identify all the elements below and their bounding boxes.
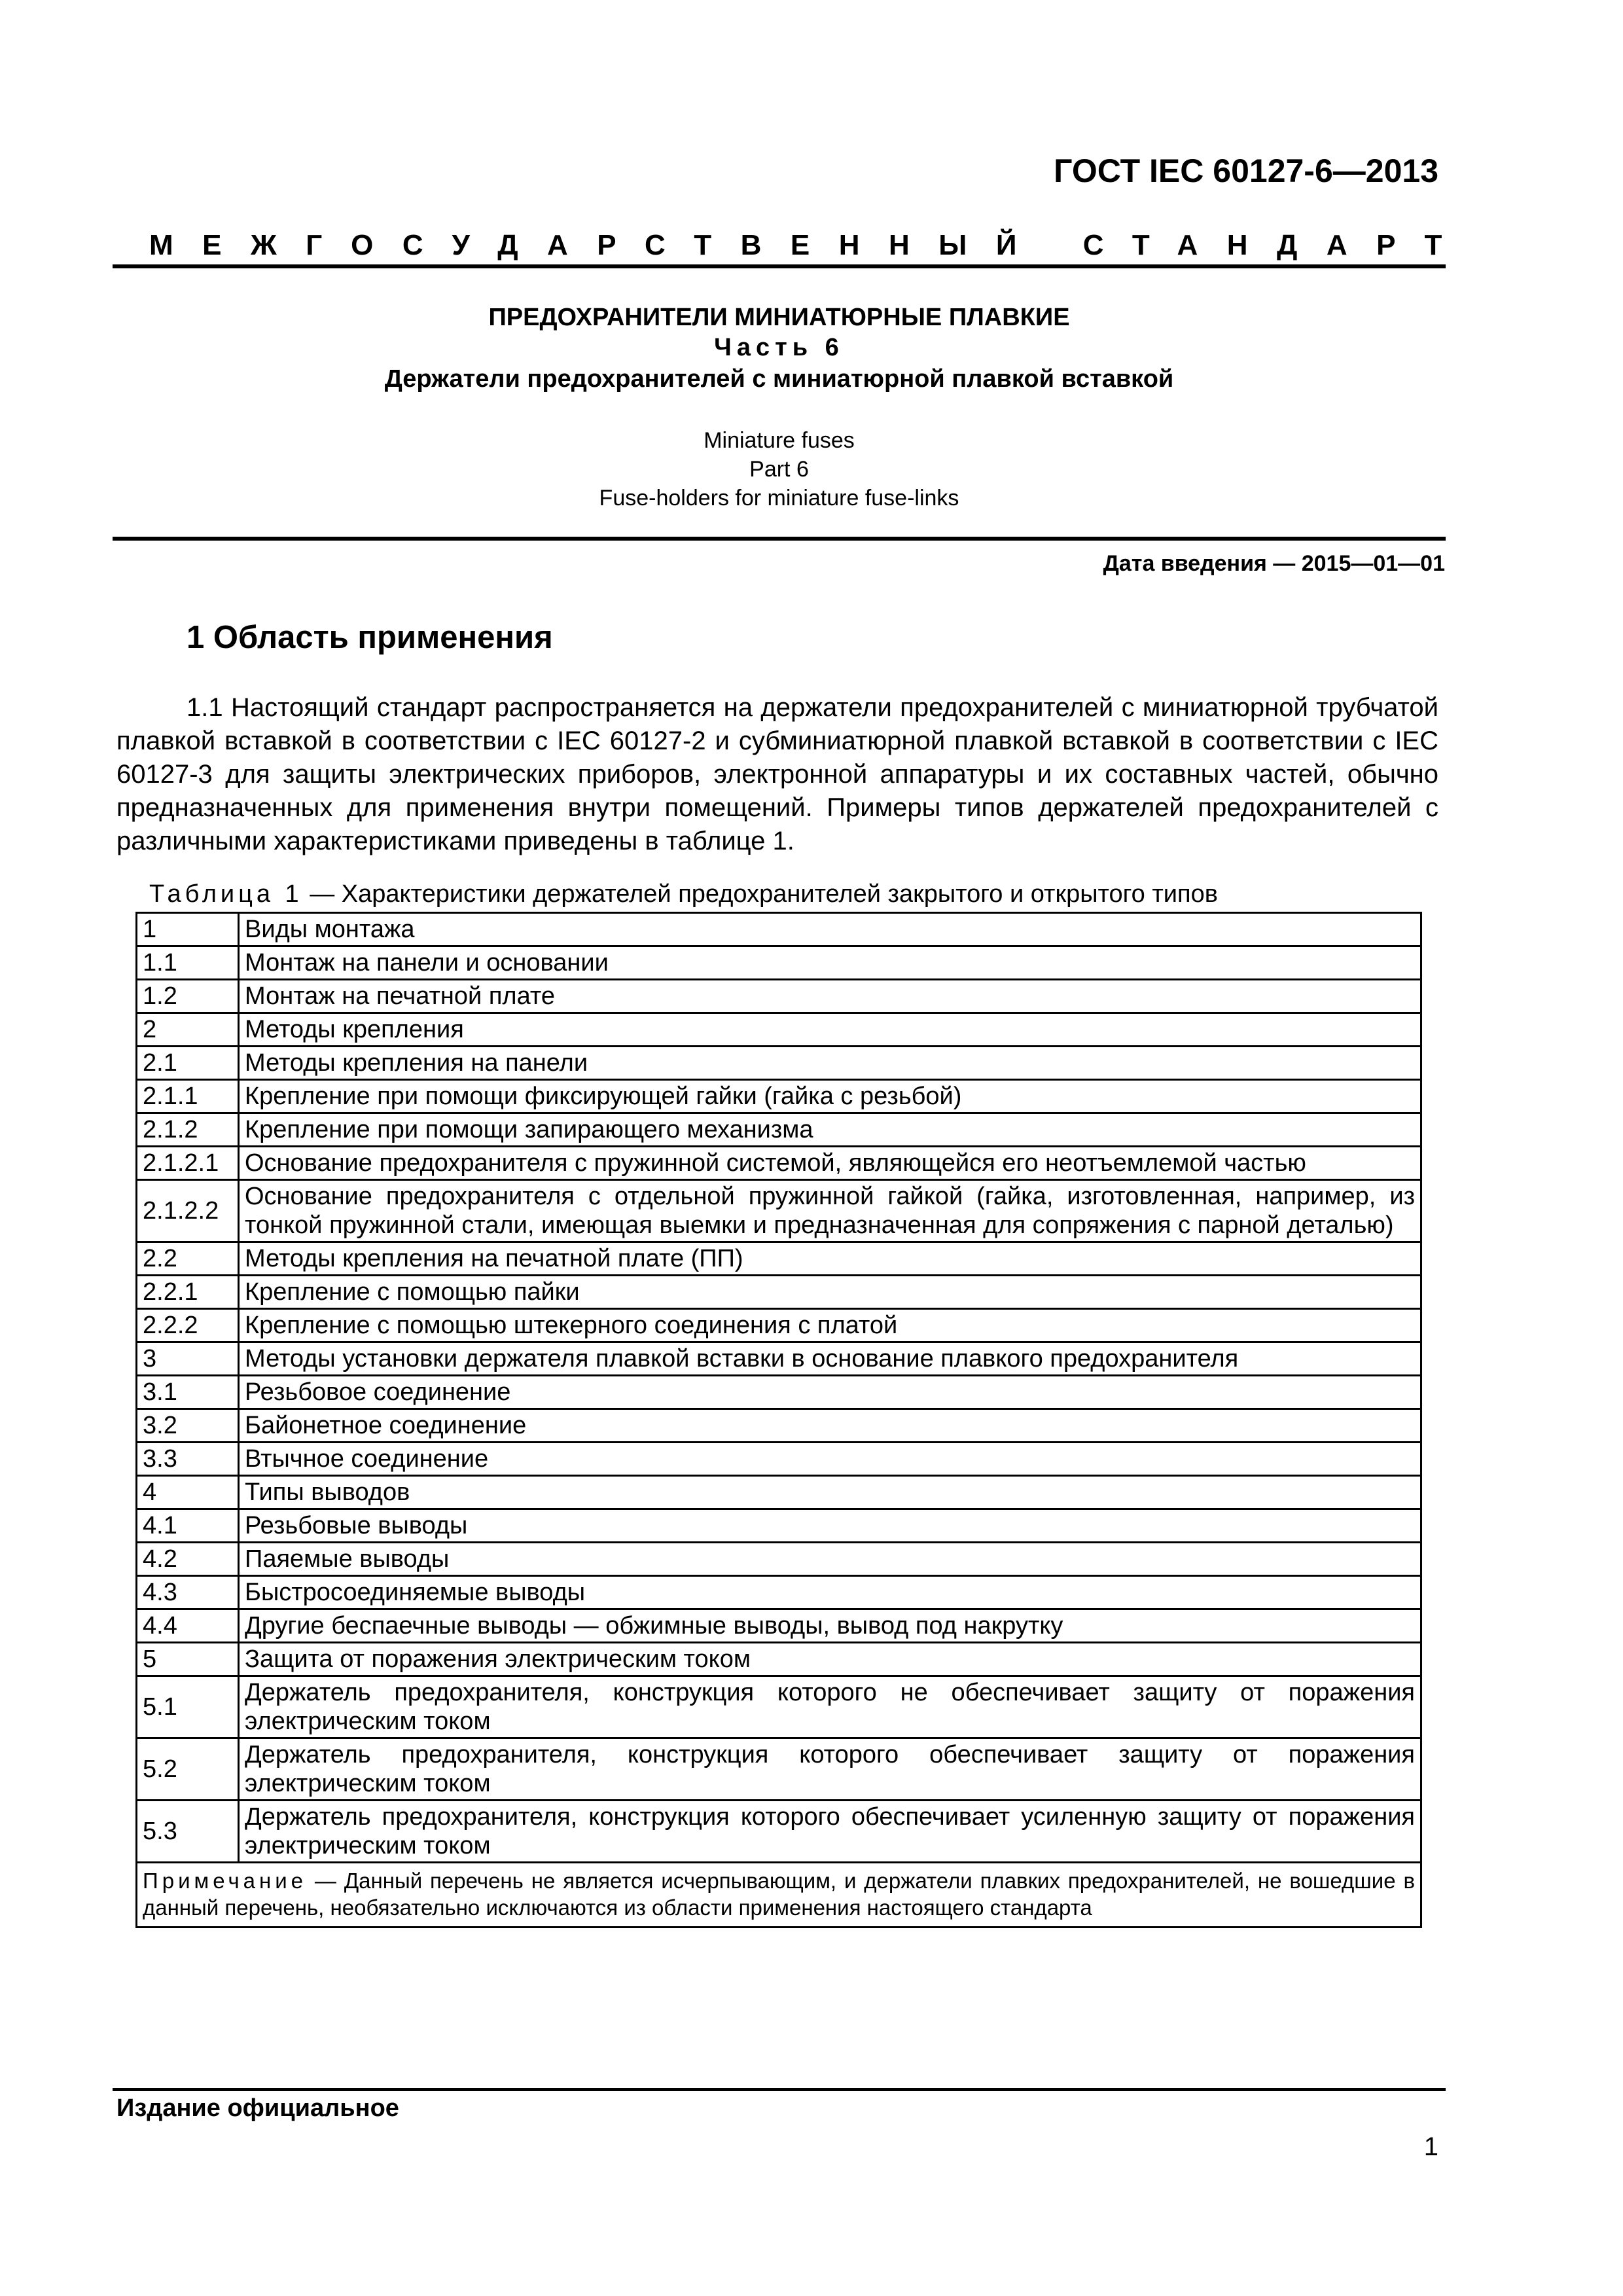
introduction-date: Дата введения — 2015—01—01 (1103, 551, 1445, 576)
footer-rule (113, 2088, 1446, 2091)
row-text-cell: Методы крепления на печатной плате (ПП) (239, 1242, 1421, 1276)
scope-paragraph: 1.1 Настоящий стандарт распространяется на держатели предохранителей с миниатюрной трубчатой плавкой вставкой в соответствии с IEC 60127-2 и субминиатюрной плавкой вставкой в соответствии с IEC 60127-3 для защиты электрических приборов, электронной аппаратуры и их составных частей, обычно предназначенных для применения внутри помещений. Примеры типов держателей предохранителей с различными характеристиками приведены в таблице 1. (116, 693, 1438, 855)
row-text-cell: Виды монтажа (239, 913, 1421, 946)
document-number: ГОСТ IEC 60127-6—2013 (1054, 152, 1438, 189)
table-row (137, 1080, 1421, 1113)
row-text-cell: Типы выводов (239, 1476, 1421, 1509)
row-number-cell: 3.3 (137, 1443, 239, 1476)
table-row (137, 1543, 1421, 1576)
row-number-cell: 2.1 (137, 1047, 239, 1080)
english-title-line-2: Part 6 (749, 457, 809, 482)
row-number-cell: 1.2 (137, 980, 239, 1013)
row-number-cell: 3 (137, 1342, 239, 1376)
row-text-cell: Защита от поражения электрическим током (239, 1643, 1421, 1676)
table-row (137, 1409, 1421, 1443)
row-text-cell: Основание предохранителя с пружинной системой, являющейся его неотъемлемой частью (239, 1147, 1421, 1180)
table-row (137, 1047, 1421, 1080)
row-number-cell: 2.2.2 (137, 1309, 239, 1342)
row-text-cell: Держатель предохранителя, конструкция которого не обеспечивает защиту от поражения электрическим током (239, 1676, 1421, 1738)
edition-label: Издание официальное (116, 2094, 399, 2122)
row-text-cell: Монтаж на печатной плате (239, 980, 1421, 1013)
row-text-cell: Байонетное соединение (239, 1409, 1421, 1443)
row-number-cell: 4.2 (137, 1543, 239, 1576)
row-number-cell: 2.1.1 (137, 1080, 239, 1113)
row-number-cell: 2.2.1 (137, 1276, 239, 1309)
row-text-cell: Основание предохранителя с отдельной пружинной гайкой (гайка, изготовленная, например, из тонкой пружинной стали, имеющая выемки и предназначенная для сопряжения с парной деталью) (239, 1180, 1421, 1242)
row-text-cell: Методы крепления (239, 1013, 1421, 1047)
row-text-cell: Держатель предохранителя, конструкция которого обеспечивает усиленную защиту от поражения электрическим током (239, 1801, 1421, 1863)
table-row (137, 1013, 1421, 1047)
table-row (137, 980, 1421, 1013)
table-row (137, 1147, 1421, 1180)
table-caption-label: Таблица 1 (149, 880, 303, 908)
row-number-cell: 2.2 (137, 1242, 239, 1276)
interstate-standard-label: МЕЖГОСУДАРСТВЕННЫЙ СТАНДАРТ (149, 229, 1471, 261)
page-number: 1 (1423, 2132, 1438, 2161)
row-number-cell: 1 (137, 913, 239, 946)
table-row (137, 946, 1421, 980)
row-text-cell: Крепление при помощи запирающего механизма (239, 1113, 1421, 1147)
title-main: ПРЕДОХРАНИТЕЛИ МИНИАТЮРНЫЕ ПЛАВКИЕ (488, 304, 1070, 331)
row-text-cell: Быстросоединяемые выводы (239, 1576, 1421, 1609)
table-row (137, 1180, 1421, 1242)
row-number-cell: 2 (137, 1013, 239, 1047)
row-text-cell: Втычное соединение (239, 1443, 1421, 1476)
table-row (137, 1342, 1421, 1376)
row-number-cell: 1.1 (137, 946, 239, 980)
table-row (137, 1738, 1421, 1801)
title-rule (113, 537, 1446, 541)
row-text-cell: Паяемые выводы (239, 1543, 1421, 1576)
table-note-row (137, 1863, 1421, 1928)
note-label: Примечание (143, 1869, 308, 1893)
row-number-cell: 5.2 (137, 1738, 239, 1801)
table-row (137, 1643, 1421, 1676)
row-text-cell: Другие беспаечные выводы — обжимные выводы, вывод под накрутку (239, 1609, 1421, 1643)
header-rule (113, 264, 1446, 268)
table-row (137, 1443, 1421, 1476)
row-number-cell: 4.3 (137, 1576, 239, 1609)
row-number-cell: 5 (137, 1643, 239, 1676)
table-caption (149, 880, 1218, 908)
title-subtitle: Держатели предохранителей с миниатюрной плавкой вставкой (384, 365, 1174, 393)
table-row (137, 1476, 1421, 1509)
row-number-cell: 5.1 (137, 1676, 239, 1738)
row-text-cell: Монтаж на панели и основании (239, 946, 1421, 980)
row-text-cell: Методы крепления на панели (239, 1047, 1421, 1080)
row-number-cell: 3.1 (137, 1376, 239, 1409)
table-caption-text: — Характеристики держателей предохранителей закрытого и открытого типов (302, 880, 1218, 908)
table-row (137, 1509, 1421, 1543)
row-number-cell: 5.3 (137, 1801, 239, 1863)
title-part: Часть 6 (714, 334, 844, 361)
row-text-cell: Методы установки держателя плавкой вставки в основание плавкого предохранителя (239, 1342, 1421, 1376)
english-title-line-1: Miniature fuses (704, 428, 855, 453)
row-text-cell: Резьбовые выводы (239, 1509, 1421, 1543)
table-row (137, 913, 1421, 946)
characteristics-table-body (137, 913, 1421, 1928)
row-number-cell: 4.1 (137, 1509, 239, 1543)
row-text-cell: Резьбовое соединение (239, 1376, 1421, 1409)
table-row (137, 1376, 1421, 1409)
table-row (137, 1676, 1421, 1738)
table-row (137, 1609, 1421, 1643)
row-text-cell: Держатель предохранителя, конструкция которого обеспечивает защиту от поражения электрическим током (239, 1738, 1421, 1801)
table-row (137, 1309, 1421, 1342)
table-row (137, 1276, 1421, 1309)
row-number-cell: 3.2 (137, 1409, 239, 1443)
row-number-cell: 2.1.2.1 (137, 1147, 239, 1180)
row-text-cell: Крепление с помощью штекерного соединения с платой (239, 1309, 1421, 1342)
english-title-line-3: Fuse-holders for miniature fuse-links (599, 486, 959, 511)
table-row (137, 1801, 1421, 1863)
row-number-cell: 2.1.2.2 (137, 1180, 239, 1242)
table-row (137, 1242, 1421, 1276)
row-number-cell: 4.4 (137, 1609, 239, 1643)
table-row (137, 1113, 1421, 1147)
note-text: — Данный перечень не является исчерпывающим, и держатели плавких предохранителей, не вошедшие в данный перечень, необязательно исключаются из области применения настоящего стандарта (143, 1869, 1415, 1920)
table-row (137, 1576, 1421, 1609)
row-number-cell: 2.1.2 (137, 1113, 239, 1147)
section-heading: 1 Область применения (187, 620, 553, 655)
characteristics-table (135, 912, 1422, 1928)
row-text-cell: Крепление с помощью пайки (239, 1276, 1421, 1309)
table-note (137, 1863, 1421, 1928)
row-text-cell: Крепление при помощи фиксирующей гайки (гайка с резьбой) (239, 1080, 1421, 1113)
row-number-cell: 4 (137, 1476, 239, 1509)
